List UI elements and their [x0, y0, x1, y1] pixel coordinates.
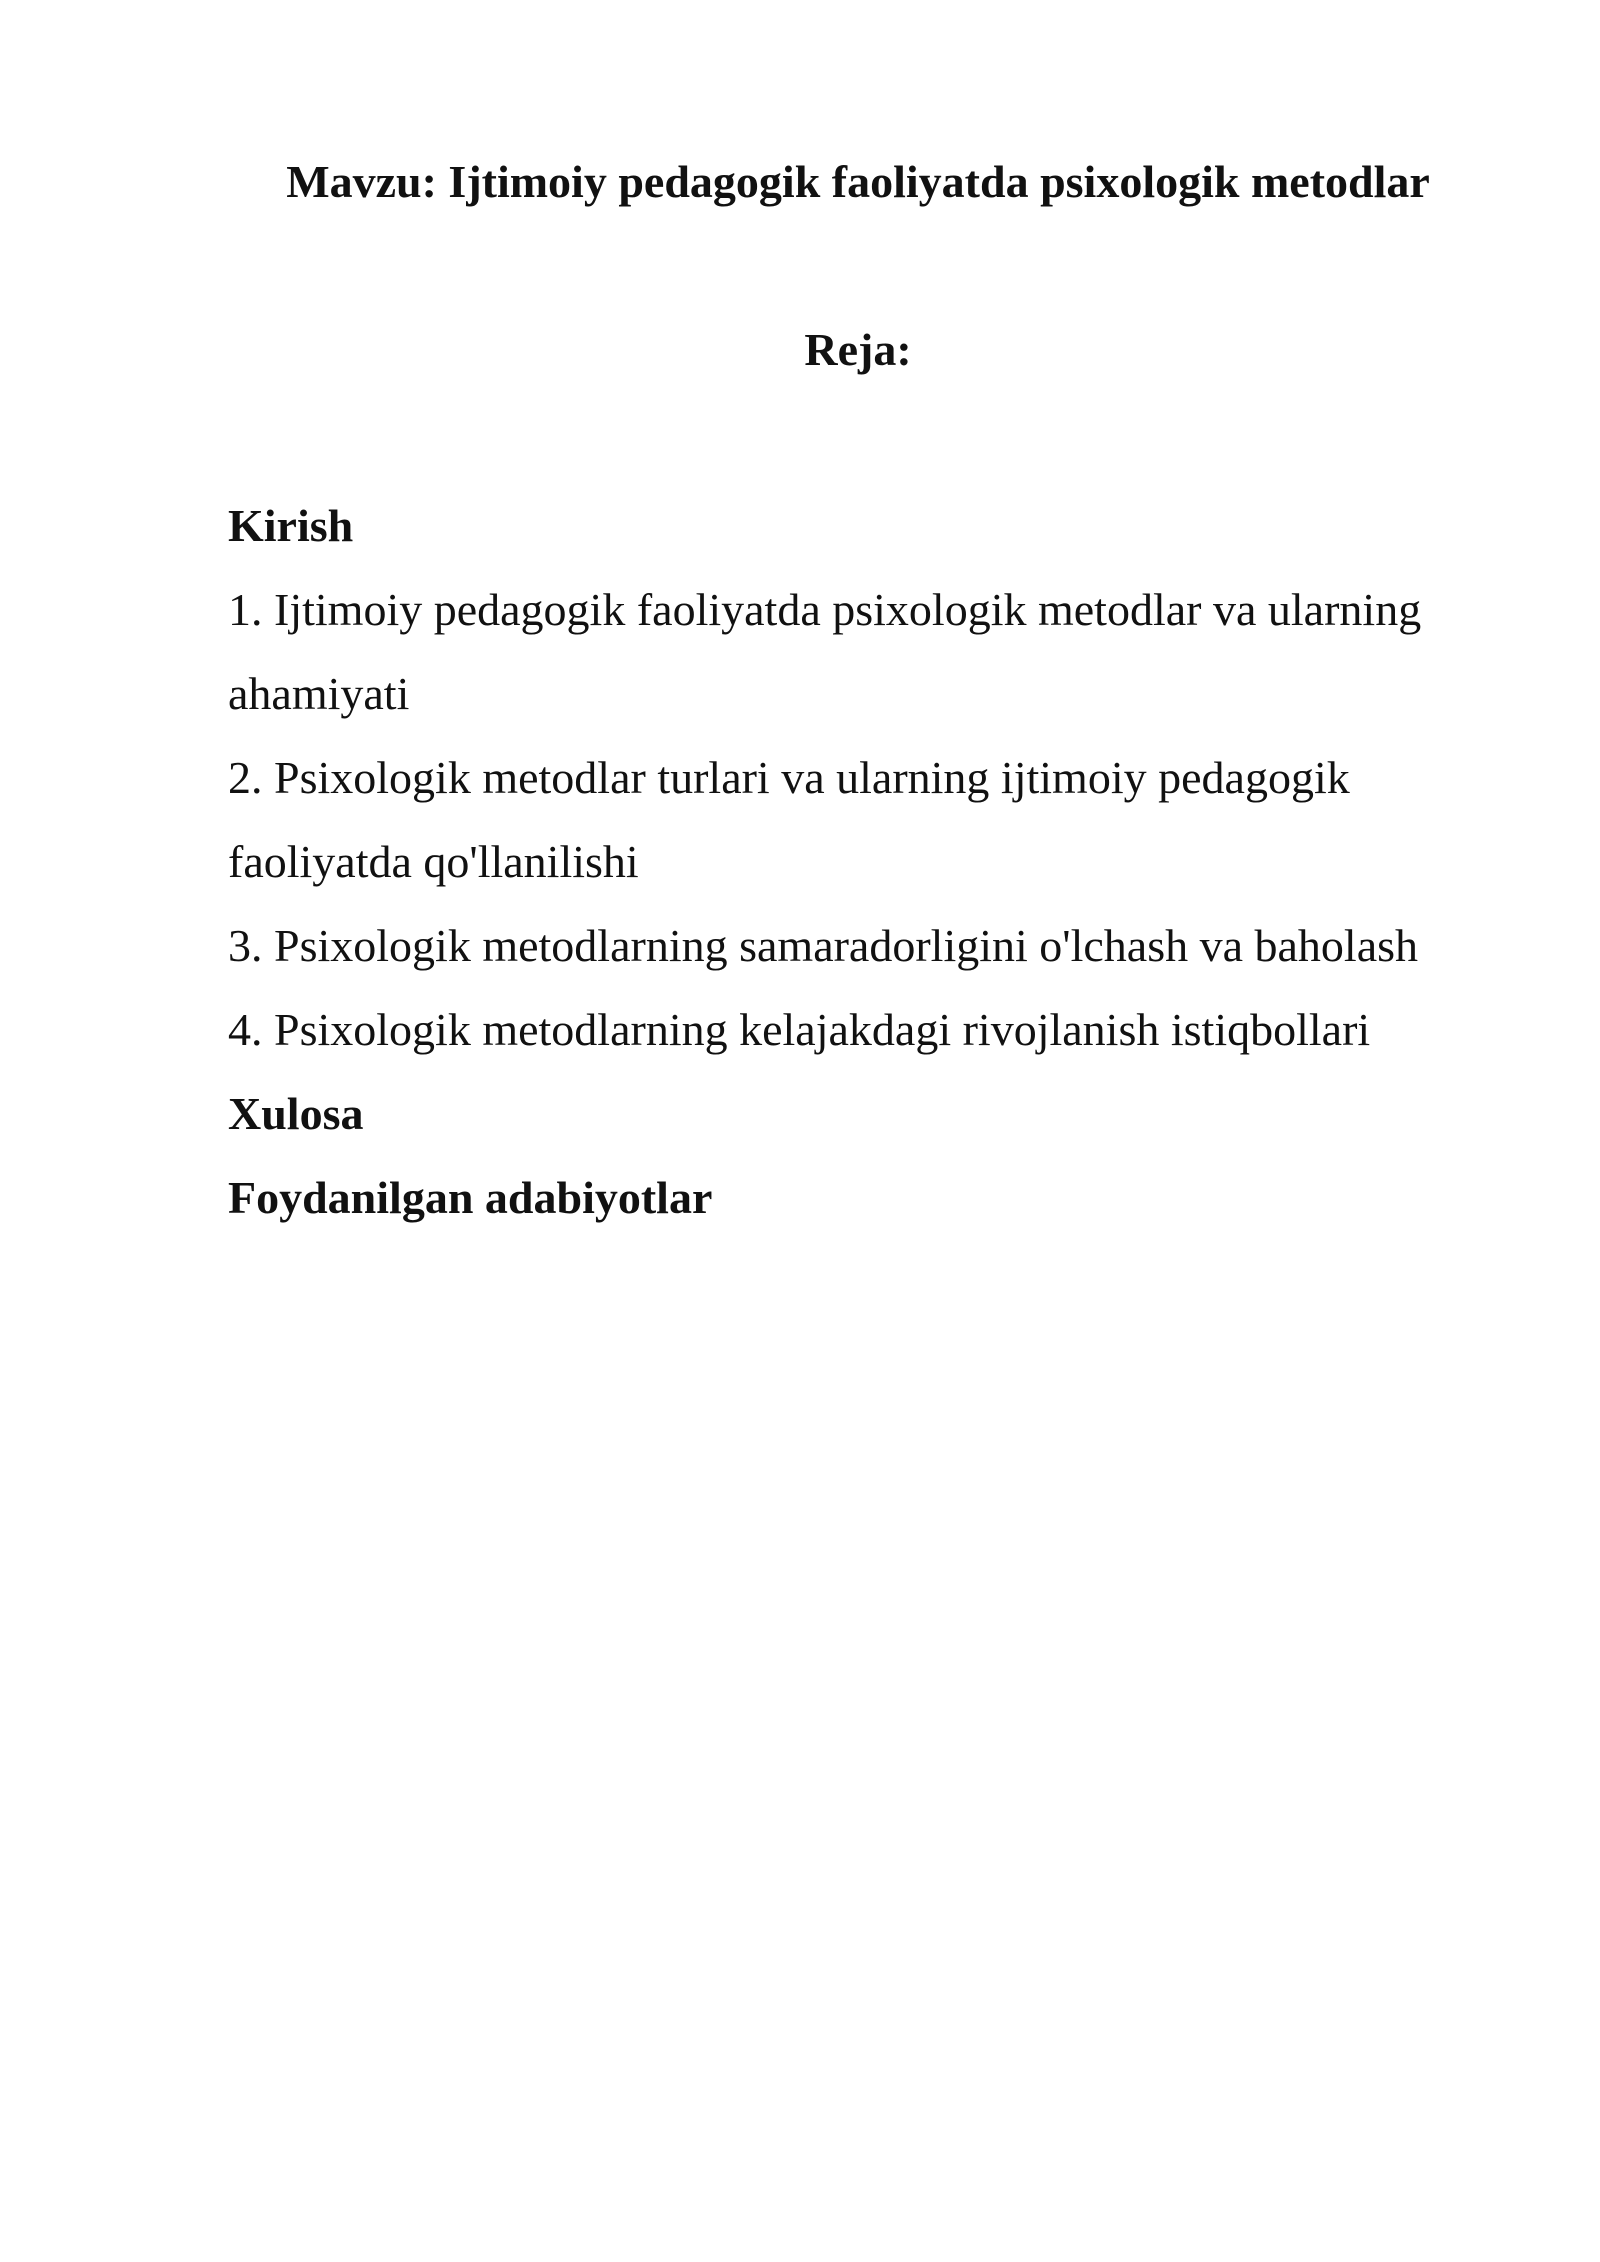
topic-title: Mavzu: Ijtimoiy pedagogik faoliyatda psixologik metodlar	[286, 156, 1430, 207]
plan-item-3: 3. Psixologik metodlarning samaradorligini o'lchash va baholash	[228, 920, 1419, 971]
plan-item-4: 4. Psixologik metodlarning kelajakdagi rivojlanish istiqbollari	[228, 1004, 1371, 1055]
plan-heading: Reja:	[804, 324, 912, 375]
plan-item-1-line-1: 1. Ijtimoiy pedagogik faoliyatda psixologik metodlar va ularning	[228, 584, 1422, 635]
plan-item-conclusion: Xulosa	[228, 1088, 364, 1139]
plan-item-1-line-2: ahamiyati	[228, 668, 410, 719]
plan-item-references: Foydanilgan adabiyotlar	[228, 1172, 713, 1223]
plan-list	[228, 484, 1528, 1240]
plan-item-intro: Kirish	[228, 500, 354, 551]
plan-item-2-line-2: faoliyatda qo'llanilishi	[228, 836, 639, 887]
plan-item-2-line-1: 2. Psixologik metodlar turlari va ularning ijtimoiy pedagogik	[228, 752, 1350, 803]
